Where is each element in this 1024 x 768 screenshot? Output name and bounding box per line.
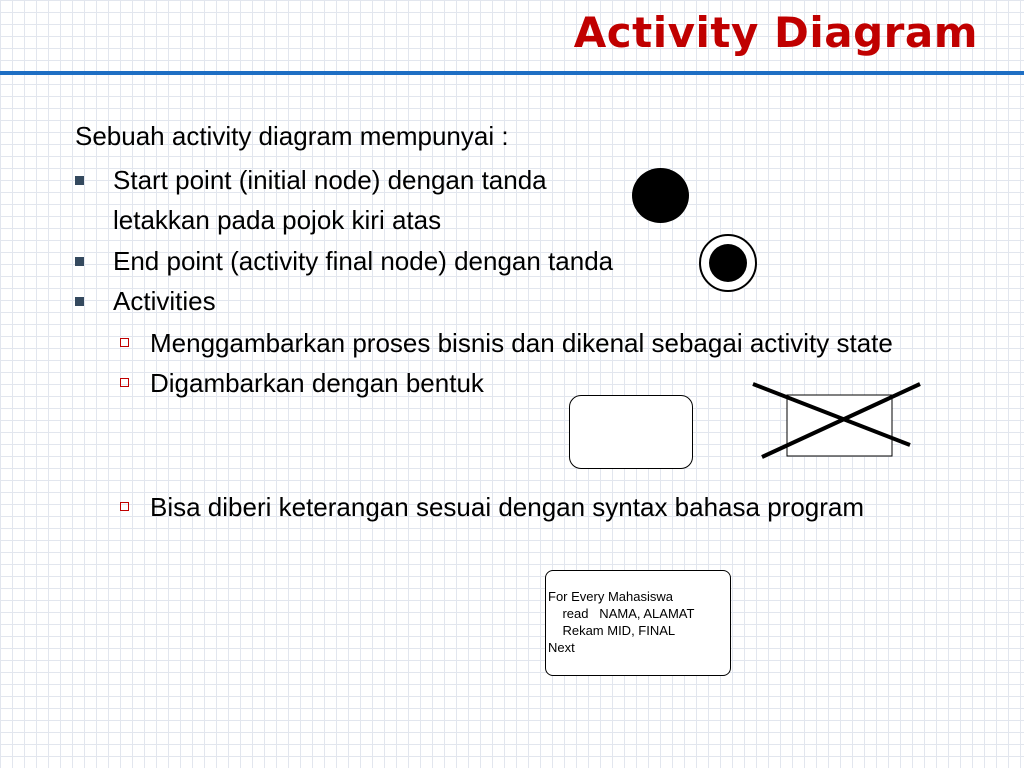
bullet-start-point-line2: letakkan pada pojok kiri atas	[113, 205, 442, 235]
slide-title: Activity Diagram	[573, 8, 978, 57]
square-bullet-icon	[75, 257, 84, 266]
final-node-icon	[699, 234, 757, 292]
note-line: For Every Mahasiswa	[548, 589, 673, 604]
crossed-out-rectangle-icon	[750, 378, 925, 462]
square-bullet-icon	[75, 297, 84, 306]
intro-text: Sebuah activity diagram mempunyai :	[75, 121, 509, 151]
bullet-activities: Activities	[113, 286, 216, 316]
initial-node-icon	[632, 168, 689, 223]
note-line: Rekam MID, FINAL	[548, 623, 676, 638]
activity-state-rounded-rect	[569, 395, 693, 469]
final-node-inner-dot	[709, 244, 747, 282]
activity-note-box	[545, 570, 731, 676]
hollow-square-bullet-icon	[120, 378, 129, 387]
note-line: read NAMA, ALAMAT	[548, 606, 695, 621]
subbullet-shape: Digambarkan dengan bentuk	[150, 368, 484, 398]
hollow-square-bullet-icon	[120, 502, 129, 511]
subbullet-activity-state: Menggambarkan proses bisnis dan dikenal sebagai activity state	[150, 328, 893, 358]
bullet-start-point-line1: Start point (initial node) dengan tanda	[113, 165, 547, 195]
bullet-end-point: End point (activity final node) dengan tanda	[113, 246, 614, 276]
subbullet-syntax: Bisa diberi keterangan sesuai dengan syntax bahasa program	[150, 492, 865, 522]
title-divider	[0, 71, 1024, 75]
square-bullet-icon	[75, 176, 84, 185]
note-line: Next	[548, 640, 575, 655]
hollow-square-bullet-icon	[120, 338, 129, 347]
